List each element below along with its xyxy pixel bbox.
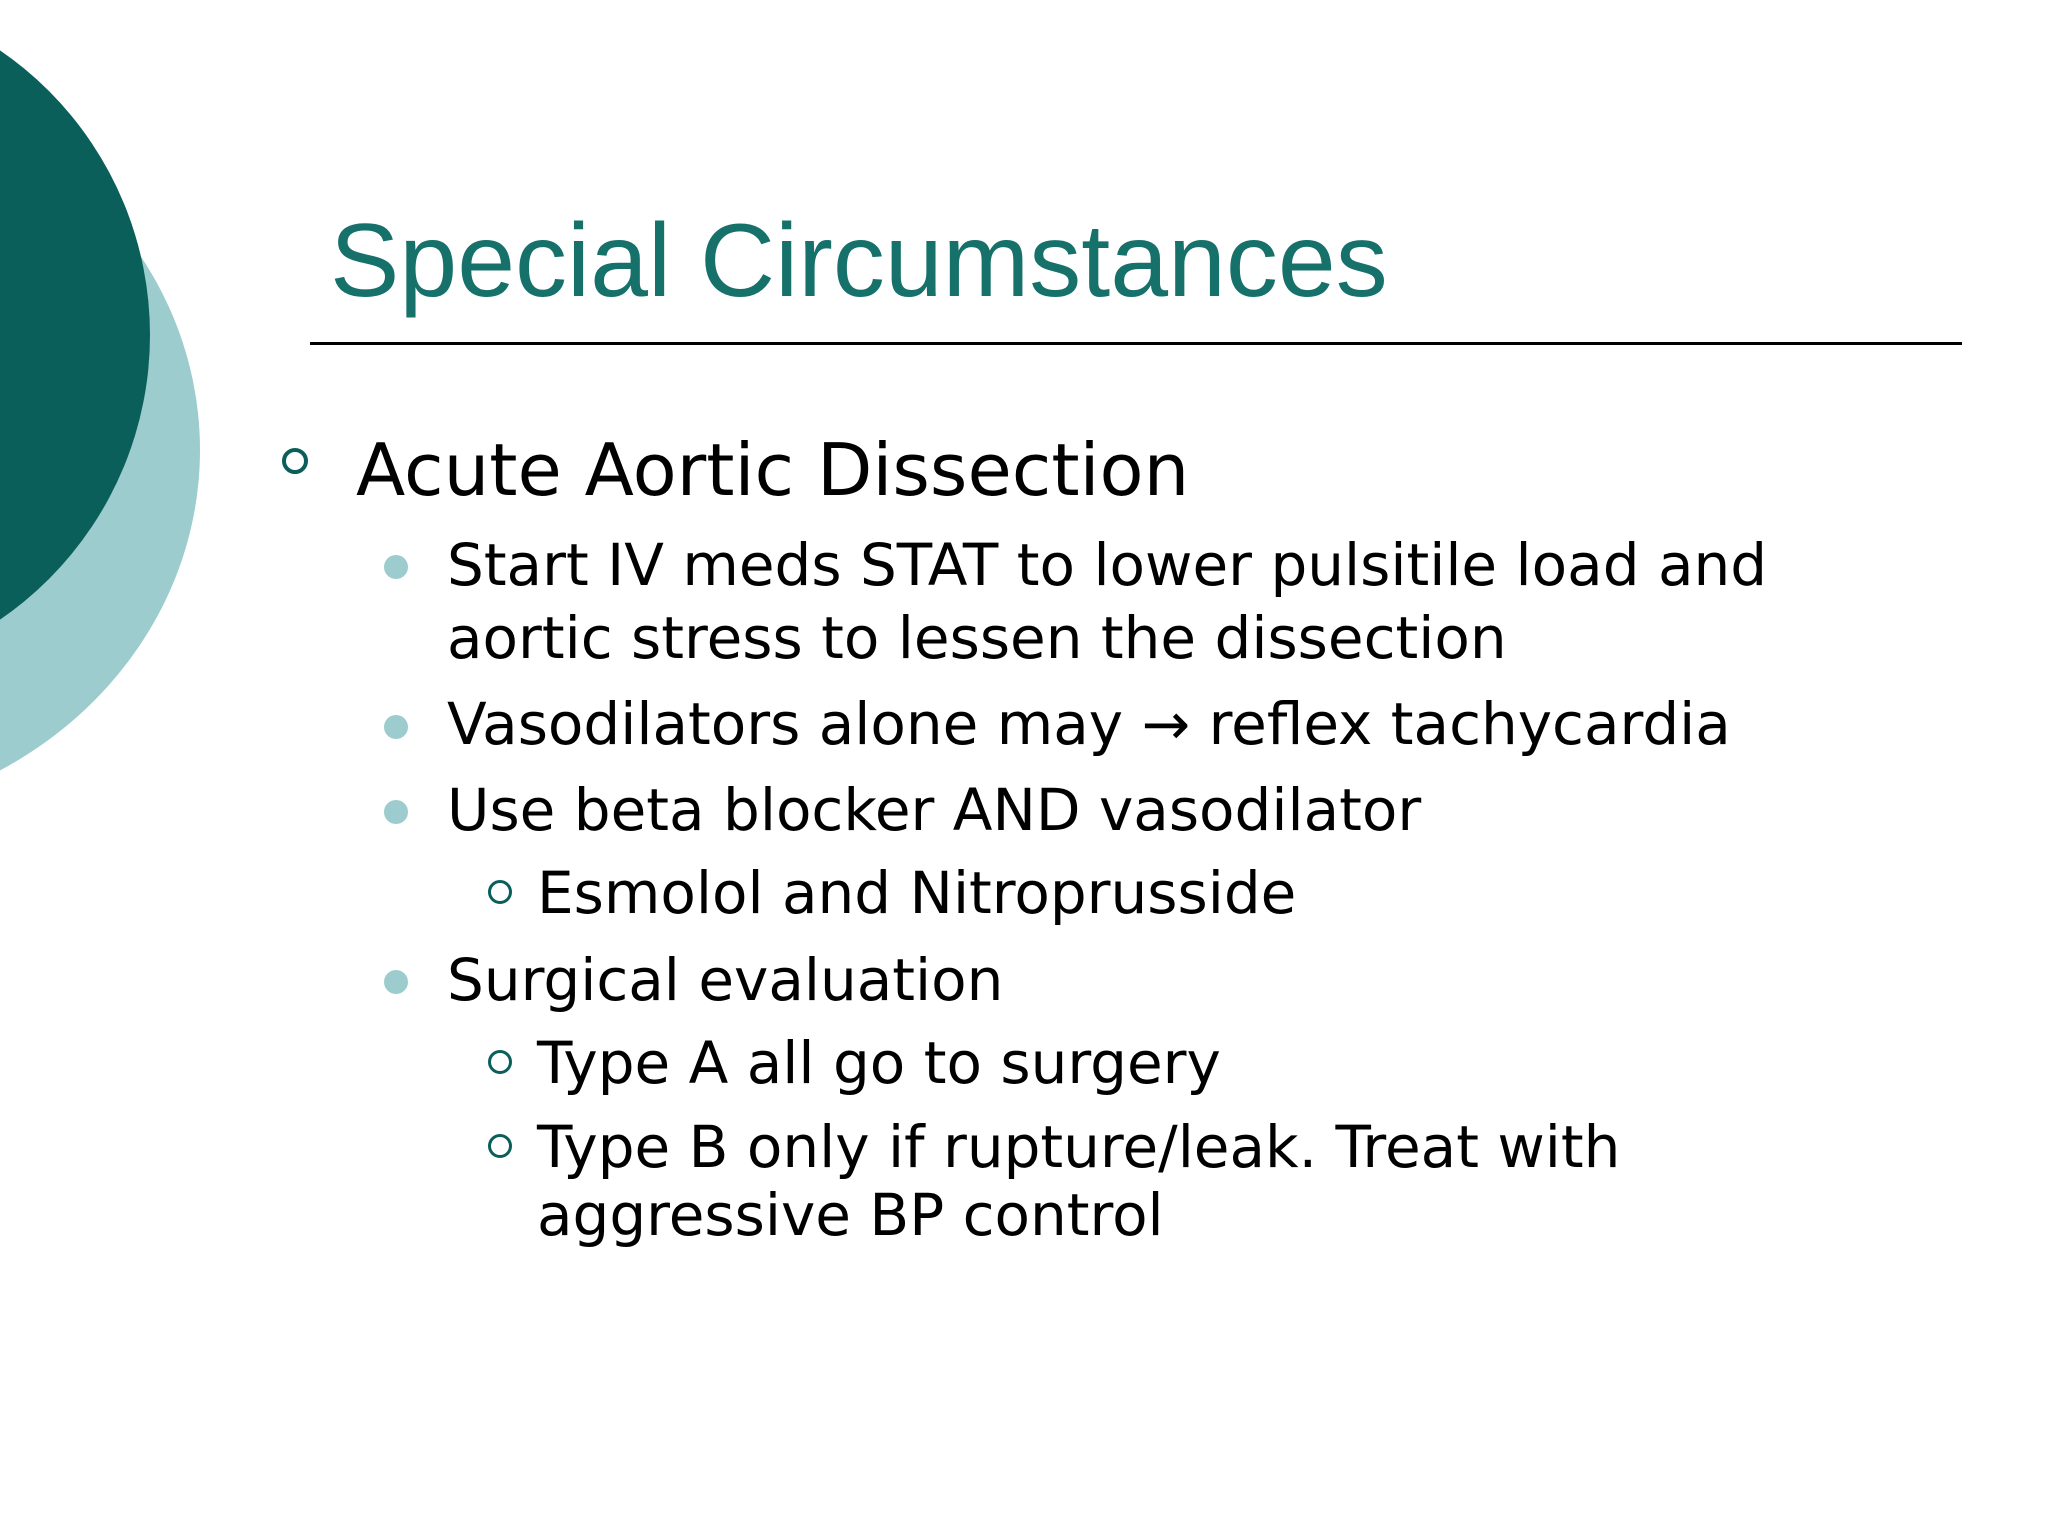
sub-bullet-type-a: Type A all go to surgery [537,1029,1221,1097]
ring-bullet-icon [488,1134,512,1158]
ring-bullet-icon [488,880,512,904]
bullet-start-iv-meds-line1: Start IV meds STAT to lower pulsitile load and [447,531,1768,599]
dot-bullet-icon [384,800,408,824]
bullet-vasodilators: Vasodilators alone may → reflex tachycardia [447,690,1731,758]
sub-bullet-type-b-line1: Type B only if rupture/leak. Treat with [537,1113,1621,1181]
dot-bullet-icon [384,715,408,739]
dot-bullet-icon [384,555,408,579]
bullet-start-iv-meds-line2: aortic stress to lessen the dissection [447,604,1507,672]
sub-bullet-type-b-line2: aggressive BP control [537,1181,1164,1249]
bullet-surgical-evaluation: Surgical evaluation [447,946,1004,1014]
ring-bullet-icon [282,448,308,474]
heading-acute-aortic-dissection: Acute Aortic Dissection [356,428,1190,512]
sub-bullet-esmolol: Esmolol and Nitroprusside [537,859,1297,927]
bullet-beta-blocker: Use beta blocker AND vasodilator [447,776,1422,844]
dot-bullet-icon [384,970,408,994]
ring-bullet-icon [488,1050,512,1074]
slide-title: Special Circumstances [330,203,1388,319]
